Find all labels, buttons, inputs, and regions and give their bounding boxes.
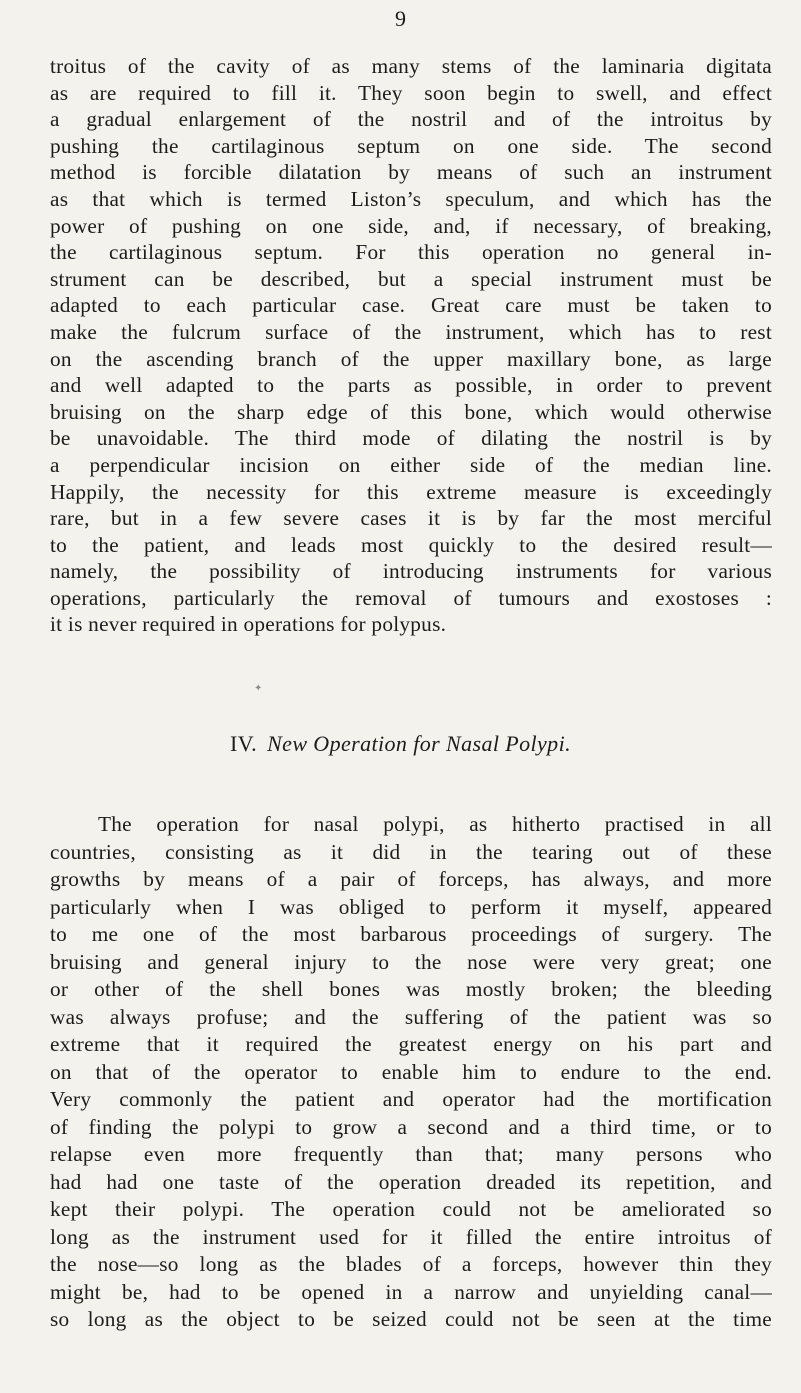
text-line: as that which is termed Liston’s speculum, and which has the	[50, 186, 772, 211]
paragraph-new-operation	[50, 811, 772, 1334]
text-line: rare, but in a few severe cases it is by far the most merciful	[50, 506, 772, 531]
printer-mark: ✦	[254, 683, 263, 694]
text-line: adapted to each particular case. Great care must be taken to	[50, 293, 772, 318]
text-line: strument can be described, but a special instrument must be	[50, 266, 772, 291]
text-line: the nose—so long as the blades of a forceps, however thin they	[50, 1252, 772, 1276]
text-line: particularly when I was obliged to perform it myself, appeared	[50, 894, 772, 919]
text-line: long as the instrument used for it filled the entire introitus of	[50, 1224, 772, 1249]
text-line: countries, consisting as it did in the tearing out of these	[50, 839, 772, 864]
text-line: bruising on the sharp edge of this bone, which would otherwise	[50, 399, 772, 424]
text-line: had had one taste of the operation dreaded its repetition, and	[50, 1169, 772, 1194]
text-line: on the ascending branch of the upper maxillary bone, as large	[50, 346, 772, 371]
text-line: to me one of the most barbarous proceedings of surgery. The	[50, 922, 772, 946]
text-line: might be, had to be opened in a narrow and unyielding canal—	[50, 1279, 772, 1304]
section-number: IV.	[230, 731, 258, 756]
text-line: a gradual enlargement of the nostril and of the introitus by	[50, 107, 772, 132]
paragraph-dilatation-methods	[50, 53, 772, 638]
text-line: growths by means of a pair of forceps, has always, and more	[50, 867, 772, 891]
text-line: of finding the polypi to grow a second and a third time, or to	[50, 1114, 772, 1139]
text-line: so long as the object to be seized could not be seen at the time	[50, 1307, 772, 1331]
text-line: bruising and general injury to the nose were very great; one	[50, 949, 772, 974]
text-line: Very commonly the patient and operator had the mortification	[50, 1087, 772, 1111]
text-line: extreme that it required the greatest energy on his part and	[50, 1032, 772, 1056]
text-line: was always profuse; and the suffering of the patient was so	[50, 1004, 772, 1029]
text-line: kept their polypi. The operation could not be ameliorated so	[50, 1197, 772, 1221]
text-line: make the fulcrum surface of the instrument, which has to rest	[50, 319, 772, 344]
text-line: and well adapted to the parts as possible, in order to prevent	[50, 373, 772, 398]
text-line: as are required to fill it. They soon begin to swell, and effect	[50, 80, 772, 105]
text-line: it is never required in operations for polypus.	[50, 612, 447, 637]
section-title: New Operation for Nasal Polypi.	[267, 731, 571, 756]
text-line: be unavoidable. The third mode of dilating the nostril is by	[50, 426, 772, 451]
text-line: a perpendicular incision on either side of the median line.	[50, 452, 772, 477]
text-line: pushing the cartilaginous septum on one side. The second	[50, 133, 772, 158]
text-line: troitus of the cavity of as many stems of the laminaria digitata	[50, 54, 772, 78]
text-line: power of pushing on one side, and, if necessary, of breaking,	[50, 213, 772, 238]
text-line: Happily, the necessity for this extreme measure is exceedingly	[50, 479, 772, 504]
text-line: method is forcible dilatation by means of such an instrument	[50, 160, 772, 185]
text-line: relapse even more frequently than that; many persons who	[50, 1142, 772, 1166]
text-line: operations, particularly the removal of tumours and exostoses :	[50, 585, 772, 610]
text-line: on that of the operator to enable him to endure to the end.	[50, 1059, 772, 1084]
text-line: The operation for nasal polypi, as hitherto practised in all	[98, 812, 772, 836]
section-heading	[0, 731, 801, 757]
text-line: the cartilaginous septum. For this operation no general in-	[50, 240, 772, 265]
text-line: to the patient, and leads most quickly to the desired result—	[50, 532, 772, 557]
text-line: namely, the possibility of introducing instruments for various	[50, 559, 772, 584]
text-line: or other of the shell bones was mostly broken; the bleeding	[50, 977, 772, 1001]
page-number: 9	[395, 6, 406, 31]
